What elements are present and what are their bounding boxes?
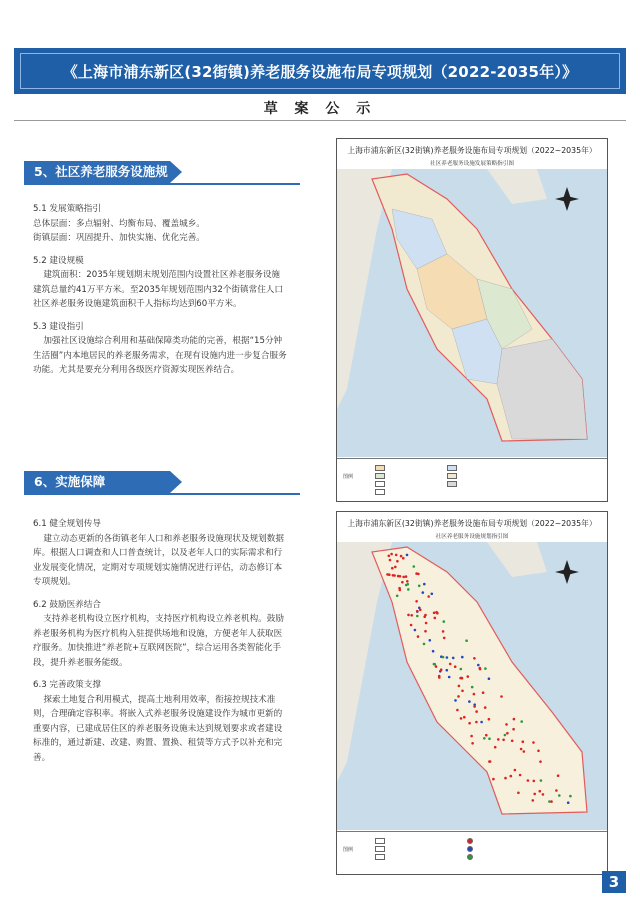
facility-dot	[431, 593, 434, 596]
section-6-1-title: 6.1 健全规划传导	[33, 519, 101, 529]
facility-dot	[418, 585, 421, 588]
guidance-map-subtitle: 社区养老服务设施规划指引图	[435, 534, 509, 540]
facility-dot	[533, 793, 536, 796]
facility-dot	[471, 686, 474, 689]
facility-dot	[477, 664, 480, 667]
facility-dot	[497, 738, 500, 741]
facility-dot	[393, 574, 396, 577]
facility-dot	[470, 735, 473, 738]
facility-dot	[569, 795, 572, 798]
legend-swatch-2	[375, 846, 385, 852]
facility-dot	[506, 732, 509, 735]
legend-swatch-7	[447, 481, 457, 487]
facility-dot	[429, 639, 432, 642]
legend-marker-blue	[467, 846, 473, 852]
facility-dot	[502, 739, 505, 742]
facility-dot	[416, 610, 419, 613]
strategy-map-title: 上海市浦东新区(32街镇)养老服务设施布局专项规划（2022~2035年）	[347, 146, 597, 155]
facility-dot	[460, 717, 463, 720]
facility-dot	[396, 595, 399, 598]
facility-dot	[423, 615, 426, 618]
facility-dot	[454, 699, 457, 702]
facility-dot	[511, 740, 514, 743]
facility-dot	[532, 741, 535, 744]
facility-dot	[473, 693, 476, 696]
facility-dot	[484, 706, 487, 709]
facility-dot	[558, 794, 561, 797]
facility-dot	[410, 614, 413, 617]
section-5-3-body: 加强社区设施综合利用和基础保障类功能的完善，根据“15分钟生活圈”内本地居民的养老服务需求，在现有设施内进一步复合服务功能。尤其是要充分利用各级医疗资源实现医养结合。	[33, 336, 287, 375]
facility-dot	[443, 620, 446, 623]
header-divider	[14, 120, 626, 121]
facility-dot	[442, 656, 445, 659]
strategy-map-legend	[337, 458, 607, 501]
facility-dot	[540, 779, 543, 782]
facility-dot	[399, 589, 402, 592]
facility-dot	[489, 760, 492, 763]
facility-dot	[456, 709, 459, 712]
section-5-3-title: 5.3 建设指引	[33, 321, 84, 332]
facility-dot	[520, 720, 523, 723]
facility-dot	[513, 718, 516, 721]
guidance-map-legend-title: 图例	[343, 847, 354, 853]
facility-dot	[488, 718, 491, 721]
section-6-heading: 6、实施保障	[24, 471, 170, 493]
section-5-body	[33, 202, 288, 378]
facility-dot	[440, 668, 443, 671]
facility-dot	[539, 760, 542, 763]
facility-dot	[461, 677, 464, 680]
section-5-1-title: 5.1 发展策略指引	[33, 204, 101, 214]
facility-dot	[520, 748, 523, 751]
facility-dot	[442, 630, 445, 633]
facility-dot	[446, 656, 449, 659]
facility-dot	[471, 742, 474, 745]
title-banner-frame	[20, 53, 620, 89]
legend-swatch-2	[375, 473, 385, 479]
facility-dot	[537, 750, 540, 753]
legend-marker-red	[467, 838, 473, 844]
title-banner	[14, 48, 626, 94]
facility-dot	[427, 595, 430, 598]
facility-dot	[417, 635, 420, 638]
facility-dot	[406, 580, 409, 583]
facility-dot	[423, 583, 426, 586]
facility-dot	[461, 656, 464, 659]
facility-dot	[400, 555, 403, 558]
facility-dot	[391, 567, 394, 570]
legend-swatch-5	[447, 465, 457, 471]
facility-dot	[461, 690, 464, 693]
facility-dot	[432, 650, 435, 653]
facility-dot	[473, 657, 476, 660]
facility-dot	[402, 557, 405, 560]
facility-dot	[510, 775, 513, 778]
guidance-map	[337, 542, 607, 830]
facility-dot	[475, 710, 478, 713]
facility-dot	[522, 740, 525, 743]
facility-dot	[517, 792, 520, 795]
facility-dot	[395, 554, 398, 557]
facility-dot	[449, 663, 452, 666]
facility-dot	[457, 695, 460, 698]
legend-swatch-6	[447, 473, 457, 479]
facility-dot	[514, 769, 517, 772]
facility-dot	[468, 722, 471, 725]
section-6-3-body: 探索土地复合利用模式，提高土地利用效率，衔接控规技术准则，合理确定容积率。将嵌入式养老服务设施建设作为城市更新的重要内容，已建成居住区的养老服务设施未达到规划要求或者建设标准的，通过新建、改建、购置、置换、租赁等方式予以补充和完善。	[33, 694, 283, 763]
facility-dot	[396, 560, 399, 563]
facility-dot	[434, 617, 437, 620]
facility-dot	[394, 566, 397, 569]
facility-dot	[388, 555, 391, 558]
section-5-heading: 5、社区养老服务设施规划	[24, 161, 170, 183]
facility-dot	[415, 600, 418, 603]
strategy-map-frame	[336, 138, 608, 502]
facility-dot	[405, 575, 408, 578]
page-subtitle: 草 案 公 示	[263, 101, 377, 117]
strategy-map-subtitle: 社区养老服务设施发展策略指引图	[430, 161, 514, 167]
guidance-map-legend	[337, 831, 607, 874]
section-5-1-line2: 街镇层面：巩固提升、加快实施、优化完善。	[33, 233, 205, 243]
facility-dot	[532, 799, 535, 802]
facility-dot	[500, 695, 503, 698]
facility-dot	[485, 734, 488, 737]
facility-dot	[533, 780, 536, 783]
facility-dot	[458, 685, 461, 688]
facility-dot	[407, 614, 410, 617]
facility-dot	[388, 573, 391, 576]
section-6-underline	[24, 493, 300, 495]
facility-dot	[527, 779, 530, 782]
facility-dot	[555, 789, 558, 792]
facility-dot	[523, 750, 526, 753]
section-6-2-body: 支持养老机构设立医疗机构，支持医疗机构设立养老机构。鼓励养老服务机构为医疗机构入驻提供场地和设施，方便老年人获取医疗服务。加快推进“养老院+互联网医院”，综合运用各类智能化手段，提升养老服务能级。	[33, 614, 284, 668]
strategy-map	[337, 169, 607, 457]
facility-dot	[463, 716, 466, 719]
section-5-2-body: 建筑面积：2035年规划期末规划范围内设置社区养老服务设施建筑总量约41万平方米。至2035年规划范围内32个街镇常住人口社区养老服务设施建筑面积千人指标均达到60平方米。	[33, 270, 283, 309]
facility-dot	[406, 554, 409, 557]
facility-dot	[454, 665, 457, 668]
facility-dot	[468, 700, 471, 703]
section-6-body	[33, 517, 288, 765]
facility-dot	[399, 575, 402, 578]
facility-dot	[405, 584, 408, 587]
facility-dot	[419, 609, 422, 612]
legend-swatch-1	[375, 838, 385, 844]
facility-dot	[446, 669, 449, 672]
section-6-2-title: 6.2 鼓励医养结合	[33, 599, 101, 610]
facility-dot	[423, 643, 426, 646]
facility-dot	[504, 734, 507, 737]
strategy-map-legend-title: 图例	[343, 474, 354, 480]
facility-dot	[416, 615, 419, 618]
facility-dot	[389, 559, 392, 562]
facility-dot	[480, 721, 483, 724]
legend-swatch-4	[375, 489, 385, 495]
facility-dot	[479, 668, 482, 671]
facility-dot	[492, 778, 495, 781]
page-number: 3	[602, 871, 626, 893]
facility-dot	[504, 777, 507, 780]
section-6-1-body: 建立动态更新的各街镇老年人口和养老服务设施现状及规划数据库。根据人口调查和人口普查统计，以及老年人口的实际需求和行业发展变化情况，定期对专项规划实施情况进行评估，动态修订本专项规划。	[33, 533, 284, 587]
facility-dot	[475, 721, 478, 724]
section-6-3-title: 6.3 完善政策支撑	[33, 680, 101, 690]
facility-dot	[422, 591, 425, 594]
facility-dot	[488, 737, 491, 740]
facility-dot	[435, 611, 438, 614]
facility-dot	[512, 728, 515, 731]
page-title: 《上海市浦东新区(32街镇)养老服务设施布局专项规划（2022-2035年）》	[62, 62, 578, 81]
facility-dot	[417, 573, 420, 576]
facility-dot	[483, 737, 486, 740]
facility-dot	[407, 588, 410, 591]
legend-marker-green	[467, 854, 473, 860]
facility-dot	[494, 746, 497, 749]
facility-dot	[402, 576, 405, 579]
facility-dot	[482, 691, 485, 694]
facility-dot	[414, 629, 417, 632]
facility-dot	[473, 705, 476, 708]
legend-swatch-1	[375, 465, 385, 471]
facility-dot	[460, 668, 463, 671]
facility-dot	[519, 774, 522, 777]
section-5-1-line1: 总体层面：多点辐射、均衡布局、覆盖城乡。	[33, 218, 205, 229]
facility-dot	[550, 800, 553, 803]
facility-dot	[488, 677, 491, 680]
section-5-2-title: 5.2 建设规模	[33, 255, 84, 266]
facility-dot	[438, 675, 441, 678]
facility-dot	[484, 667, 487, 670]
facility-dot	[567, 801, 570, 804]
legend-swatch-3	[375, 854, 385, 860]
facility-dot	[452, 657, 455, 660]
guidance-map-frame	[336, 511, 608, 875]
facility-dot	[410, 624, 413, 627]
facility-dot	[433, 663, 436, 666]
facility-dot	[465, 639, 468, 642]
facility-dot	[401, 581, 404, 584]
facility-dot	[557, 774, 560, 777]
facility-dot	[539, 790, 542, 793]
facility-dot	[425, 622, 428, 625]
facility-dot	[467, 675, 470, 678]
facility-dot	[390, 553, 393, 556]
section-5-underline	[24, 183, 300, 185]
facility-dot	[505, 723, 508, 726]
facility-dot	[542, 793, 545, 796]
facility-dot	[433, 612, 436, 615]
facility-dot	[413, 565, 416, 568]
facility-dot	[435, 665, 438, 668]
facility-dot	[448, 676, 451, 679]
guidance-map-title: 上海市浦东新区(32街镇)养老服务设施布局专项规划（2022~2035年）	[347, 519, 597, 528]
facility-dot	[424, 630, 427, 633]
legend-swatch-3	[375, 481, 385, 487]
facility-dot	[443, 637, 446, 640]
